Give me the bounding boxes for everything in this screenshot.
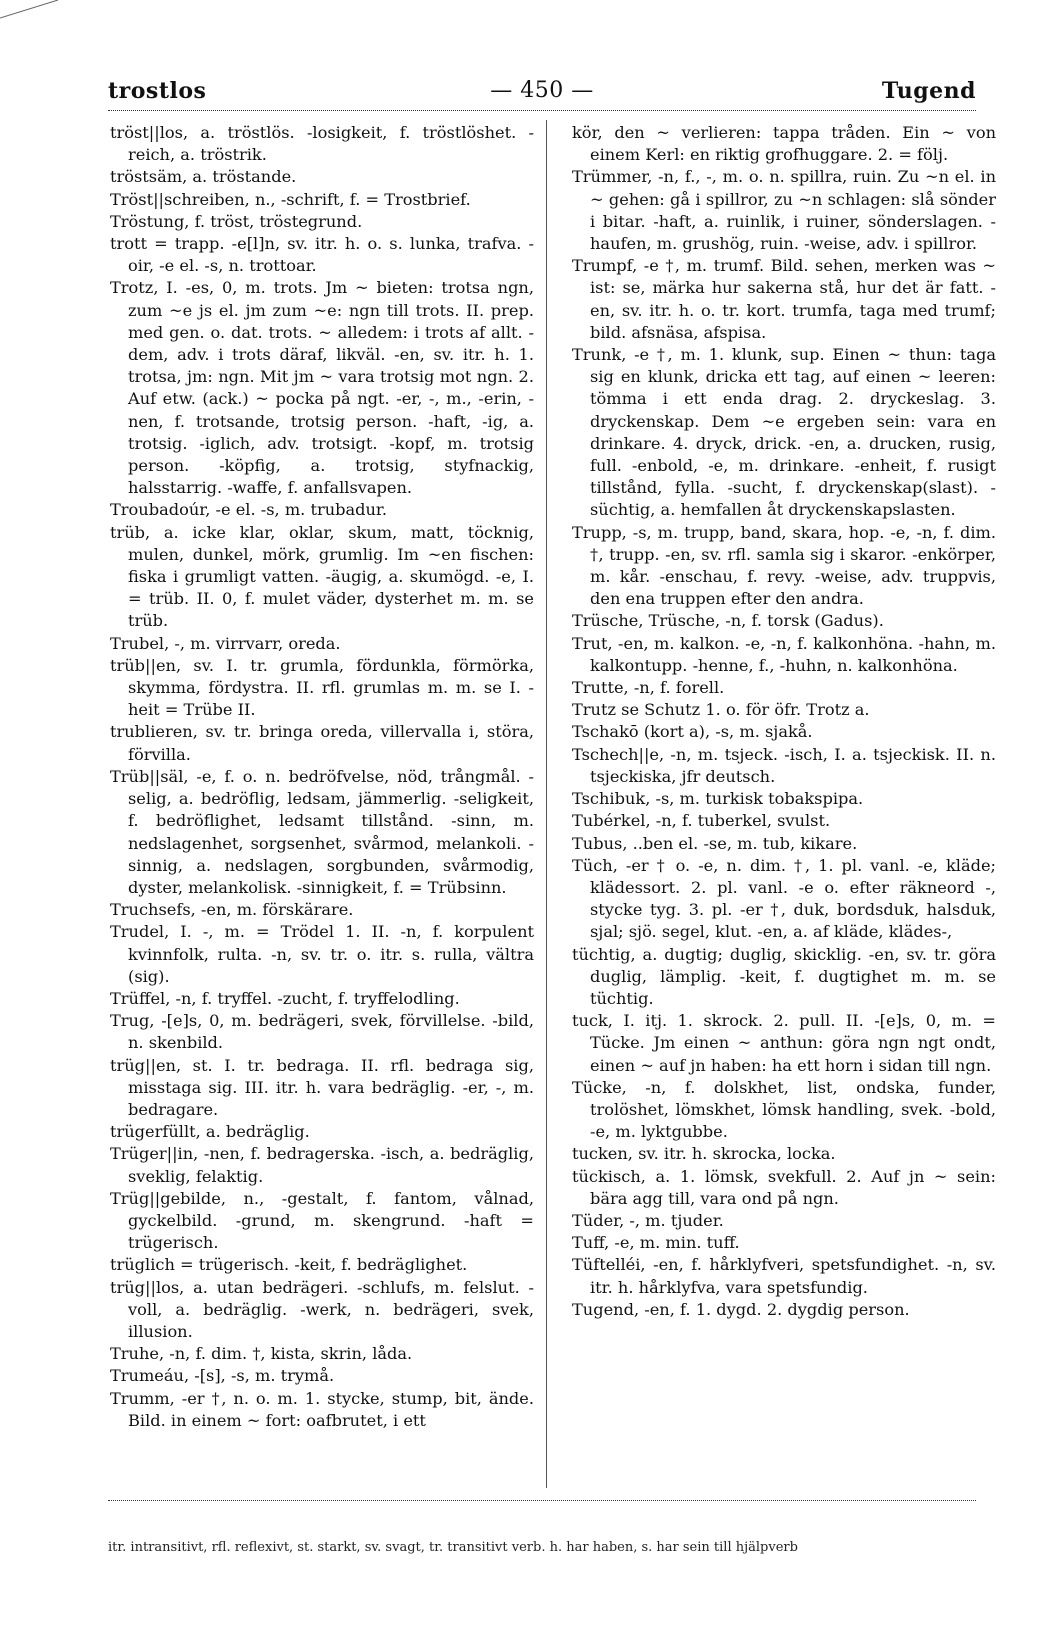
dictionary-entry: Trüb||säl, -e, f. o. n. bedröfvelse, nöd, trångmål. -selig, a. bedröflig, ledsam, jämmerlig. -seligkeit, f. bedröflighet, ledsamt tillstånd. -sinn, m. nedslagenhet, sorgsenhet, svårmod, melankoli. -sinnig, a. nedslagen, sorgbunden, svårmodig, dyster, melankolisk. -sinnigkeit, f. = Trübsinn. [110, 766, 534, 897]
dictionary-entry: Trunk, -e †, m. 1. klunk, sup. Einen ~ thun: taga sig en klunk, dricka ett tag, auf einen ~ leeren: tömma i ett enda drag. 2. dryckeslag. 3. dryckenskap. Dem ~e ergeben sein: vara en drinkare. 4. dryck, drick. -en, a. drucken, rusig, full. -enbold, -e, m. drinkare. -enheit, f. rusigt tillstånd, fylla. -sucht, f. dryckenskap(slast). -süchtig, a. hemfallen åt dryckenskapslasten. [572, 345, 996, 520]
dictionary-entry: trüg||los, a. utan bedrägeri. -schlufs, m. felslut. -voll, a. bedräglig. -werk, n. bedrägeri, svek, illusion. [110, 1277, 534, 1341]
dictionary-entry: Tüftelléi, -en, f. hårklyfveri, spetsfundighet. -n, sv. itr. h. hårklyfva, vara spetsfundig. [572, 1255, 996, 1297]
dictionary-entry: Tücke, -n, f. dolskhet, list, ondska, funder, trolöshet, lömskhet, lömsk handling, svek. -bold, -e, m. lyktgubbe. [572, 1077, 996, 1142]
dictionary-entry: Trüffel, -n, f. tryffel. -zucht, f. tryffelodling. [110, 988, 460, 1008]
right-column [572, 122, 996, 1487]
dictionary-entry: trüglich = trügerisch. -keit, f. bedräglighet. [110, 1255, 468, 1275]
dictionary-entry: Tubus, ..ben el. -se, m. tub, kikare. [572, 833, 858, 853]
left-column [110, 122, 534, 1487]
dictionary-entry: tröst||los, a. tröstlös. -losigkeit, f. tröstlöshet. -reich, a. tröstrik. [110, 123, 534, 165]
dictionary-entry: trublieren, sv. tr. bringa oreda, villervalla i, störa, förvilla. [110, 722, 534, 764]
dictionary-entry: Troubadoúr, -e el. -s, m. trubadur. [110, 500, 388, 520]
dictionary-entry: tüchtig, a. dugtig; duglig, skicklig. -en, sv. tr. göra duglig, lämplig. -keit, f. dugtighet m. m. se tüchtig. [572, 944, 996, 1008]
dictionary-entry: Tschibuk, -s, m. turkisk tobakspipa. [572, 789, 864, 809]
dictionary-entry: Truhe, -n, f. dim. †, kista, skrin, låda. [110, 1344, 413, 1364]
dictionary-entry: Trut, -en, m. kalkon. -e, -n, f. kalkonhöna. -hahn, m. kalkontupp. -henne, f., -huhn, n. kalkonhöna. [572, 633, 996, 675]
dictionary-entry: Tugend, -en, f. 1. dygd. 2. dygdig person. [572, 1299, 910, 1319]
dictionary-entry: Trupp, -s, m. trupp, band, skara, hop. -e, -n, f. dim. †, trupp. -en, sv. rfl. samla sig i skaror. -enkörper, m. kår. -enschau, f. revy. -weise, adv. truppvis, den ena truppen efter den andra. [572, 522, 996, 609]
dictionary-entry: Trumm, -er †, n. o. m. 1. stycke, stump, bit, ände. Bild. in einem ~ fort: oafbrutet, i ett [110, 1388, 534, 1430]
corner-mark [0, 0, 60, 20]
dictionary-entry: trott = trapp. -e[l]n, sv. itr. h. o. s. lunka, trafva. -oir, -e el. -s, n. trottoar. [110, 234, 534, 276]
header-rule [108, 110, 976, 111]
dictionary-entry: trügerfüllt, a. bedräglig. [110, 1122, 310, 1142]
dictionary-entry: Tschakō (kort a), -s, m. sjakå. [572, 722, 813, 742]
dictionary-entry: Trudel, I. -, m. = Trödel 1. II. -n, f. korpulent kvinnfolk, rulta. -n, sv. tr. o. itr. s. rulla, vältra (sig). [110, 922, 534, 986]
dictionary-entry: Trüsche, Trüsche, -n, f. torsk (Gadus). [572, 611, 884, 631]
dictionary-entry: Trümmer, -n, f., -, m. o. n. spillra, ruin. Zu ~n el. in ~ gehen: gå i spillror, zu ~n schlagen: slå sönder i bitar. -haft, a. ruinlik, i ruiner, sönderslagen. -haufen, m. grushög, ruin. -weise, adv. i spillror. [572, 167, 996, 254]
dictionary-entry: Tuff, -e, m. min. tuff. [572, 1233, 740, 1253]
dictionary-entry: trüg||en, st. I. tr. bedraga. II. rfl. bedraga sig, misstaga sig. III. itr. h. vara bedräglig. -er, -, m. bedragare. [110, 1055, 534, 1119]
dictionary-entry: Tüch, -er † o. -e, n. dim. †, 1. pl. vanl. -e, kläde; klädessort. 2. pl. vanl. -e o. efter räkneord -, stycke tyg. 3. pl. -er †, duk, bordsduk, halsduk, sjal; sjö. segel, klut. -en, a. af kläde, klädes-, [572, 855, 996, 942]
dictionary-entry: Trug, -[e]s, 0, m. bedrägeri, svek, förvillelse. -bild, n. skenbild. [110, 1011, 534, 1053]
dictionary-entry: Tröst||schreiben, n., -schrift, f. = Trostbrief. [110, 189, 471, 209]
dictionary-entry: Trutz se Schutz 1. o. för öfr. Trotz a. [572, 700, 870, 720]
dictionary-entry: Trumeáu, -[s], -s, m. trymå. [110, 1366, 335, 1386]
abbreviation-footer: itr. intransitivt, rfl. reflexivt, st. starkt, sv. svagt, tr. transitivt verb. h. har haben, s. har sein till hjälpverb [108, 1540, 798, 1555]
dictionary-entry: Tröstung, f. tröst, tröstegrund. [110, 211, 363, 231]
dictionary-entry: Tschech||e, -n, m. tsjeck. -isch, I. a. tsjeckisk. II. n. tsjeckiska, jfr deutsch. [572, 744, 996, 786]
footer-rule [108, 1500, 976, 1501]
column-divider [546, 120, 547, 1488]
header-left-word: trostlos [108, 78, 207, 104]
dictionary-entry: Tüder, -, m. tjuder. [572, 1210, 724, 1230]
page-number: — 450 — [490, 78, 594, 103]
dictionary-entry: Trüg||gebilde, n., -gestalt, f. fantom, vålnad, gyckelbild. -grund, m. skengrund. -haft = trügerisch. [110, 1188, 534, 1253]
dictionary-entry: trüb, a. icke klar, oklar, skum, matt, töcknig, mulen, dunkel, mörk, grumlig. Im ~en fischen: fiska i grumligt vatten. -äugig, a. skumögd. -e, I. = trüb. II. 0, f. mulet väder, dysterhet m. m. se trüb. [110, 522, 534, 631]
dictionary-entry: trüb||en, sv. I. tr. grumla, fördunkla, förmörka, skymma, fördystra. II. rfl. grumlas m. m. se I. -heit = Trübe II. [110, 655, 534, 720]
dictionary-entry: tucken, sv. itr. h. skrocka, locka. [572, 1144, 836, 1164]
page-header [108, 78, 976, 106]
header-right-word: Tugend [881, 78, 976, 104]
dictionary-entry: Trubel, -, m. virrvarr, oreda. [110, 633, 341, 653]
dictionary-entry: tuck, I. itj. 1. skrock. 2. pull. II. -[e]s, 0, m. = Tücke. Jm einen ~ anthun: göra ngn ngt ondt, einen ~ auf jn haben: ha ett horn i sidan till ngn. [572, 1011, 996, 1075]
dictionary-entry: tückisch, a. 1. lömsk, svekfull. 2. Auf jn ~ sein: bära agg till, vara ond på ngn. [572, 1166, 996, 1208]
dictionary-entry: Truchsefs, -en, m. förskärare. [110, 900, 354, 920]
dictionary-entry: Trumpf, -e †, m. trumf. Bild. sehen, merken was ~ ist: se, märka hur sakerna stå, hur det är fatt. -en, sv. itr. h. o. tr. kort. trumfa, taga med trumf; bild. afsnäsa, afspisa. [572, 256, 996, 342]
dictionary-entry: kör, den ~ verlieren: tappa tråden. Ein ~ von einem Kerl: en riktig grofhuggare. 2. = följ. [572, 123, 996, 165]
dictionary-entry: tröstsäm, a. tröstande. [110, 167, 297, 187]
dictionary-entry: Trotz, I. -es, 0, m. trots. Jm ~ bieten: trotsa ngn, zum ~e js el. jm zum ~e: ngn till trots. II. prep. med gen. o. dat. trots. ~ alledem: i trots af allt. -dem, adv. i trots däraf, likväl. -en, sv. itr. h. 1. trotsa, jm: ngn. Mit jm ~ vara trotsig mot ngn. 2. Auf etw. (ack.) ~ pocka på ngt. -er, -, m., -erin, -nen, f. trotsande, trotsig person. -haft, -ig, a. trotsig. -iglich, adv. trotsigt. -kopf, m. trotsig person. -köpfig, a. trotsig, styfnackig, halsstarrig. -waffe, f. anfallsvapen. [110, 278, 534, 498]
dictionary-entry: Trutte, -n, f. forell. [572, 678, 725, 698]
dictionary-entry: Trüger||in, -nen, f. bedragerska. -isch, a. bedräglig, sveklig, felaktig. [110, 1144, 534, 1186]
dictionary-entry: Tubérkel, -n, f. tuberkel, svulst. [572, 811, 831, 831]
